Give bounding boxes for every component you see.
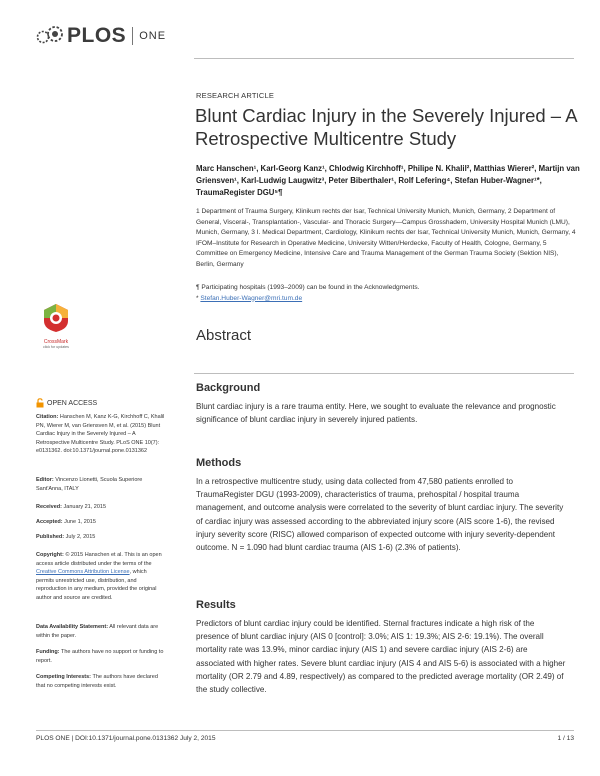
- results-heading: Results: [196, 599, 236, 611]
- copyright-text-end: , which permits unrestricted use, distribution, and reproduction in any medium, provided the original author and source are credited.: [36, 569, 157, 601]
- data-availability-label: Data Availability Statement:: [36, 624, 109, 630]
- funding-label: Funding:: [36, 649, 60, 655]
- email-prefix: *: [196, 294, 201, 302]
- data-availability-block: [36, 623, 166, 640]
- received-block: [36, 503, 166, 512]
- funding-block: [36, 648, 166, 665]
- competing-interests-block: [36, 673, 166, 690]
- page-footer: [36, 735, 574, 742]
- received-label: Received:: [36, 504, 62, 510]
- funding-text: The authors have no support or funding to report.: [36, 649, 164, 664]
- email-link[interactable]: Stefan.Huber-Wagner@mri.tum.de: [200, 294, 303, 302]
- open-lock-icon: [36, 398, 44, 408]
- crossmark-icon: [42, 303, 70, 333]
- license-link[interactable]: Creative Commons Attribution License: [36, 569, 130, 576]
- open-access-badge: [36, 398, 97, 408]
- brand-name: PLOS: [67, 24, 127, 47]
- published-block: [36, 533, 166, 542]
- header-rule: [194, 58, 574, 59]
- received-text: January 21, 2015: [63, 504, 107, 510]
- open-access-label: OPEN ACCESS: [47, 399, 98, 407]
- crossmark-label: CrossMark: [43, 339, 69, 345]
- author-notes: [196, 283, 578, 304]
- methods-heading: Methods: [196, 457, 242, 469]
- plos-logo[interactable]: [36, 24, 166, 48]
- competing-interests-text: The authors have declared that no competing interests exist.: [36, 674, 158, 689]
- abstract-rule: [194, 373, 574, 374]
- plos-logo-icon: [36, 25, 64, 47]
- author-list: Marc Hanschen¹, Karl-Georg Kanz¹, Chlodwig Kirchhoff¹, Philipe N. Khalil², Matthias Wierer², Martijn van Griensven¹, Karl-Ludwig Laugwitz³, Peter Biberthaler¹, Rolf Lefering⁴, Stefan Huber-Wagner¹*, TraumaRegister DGU⁵¶: [196, 164, 580, 197]
- published-text: July 2, 2015: [65, 534, 96, 540]
- editor-label: Editor:: [36, 477, 54, 483]
- results-text: Predictors of blunt cardiac injury could be identified. Sternal fractures indicate a high risk of the presence of blunt cardiac injury (AIS 0 [control]: 3.0%; AIS 1: 19.3%; AIS 2-6: 19.1%). The overall mortality rate was 13.9%, minor cardiac injury (AIS 1) and severe cardiac injury (AIS 2-6) are associated with higher rates. Severe blunt cardiac injury (AIS 4 and AIS 5-6) is associated with a higher mortality (OR 2.79 and 4.89, respectively) as compared to the predicted average mortality (OR 2.49) of the study collective.: [196, 619, 566, 695]
- participating-note: ¶ Participating hospitals (1993–2009) can be found in the Acknowledgments.: [196, 284, 420, 291]
- brand-divider: [132, 27, 133, 45]
- citation-label: Citation:: [36, 414, 59, 420]
- accepted-text: June 1, 2015: [64, 519, 96, 525]
- journal-name: ONE: [139, 30, 167, 42]
- copyright-text: © 2015 Hanschen et al. This is an open access article distributed under the terms of the: [36, 552, 162, 567]
- section-label: RESEARCH ARTICLE: [196, 91, 275, 100]
- editor-block: [36, 476, 166, 493]
- article-title: Blunt Cardiac Injury in the Severely Injured – A Retrospective Multicentre Study: [195, 105, 577, 149]
- accepted-block: [36, 518, 166, 527]
- crossmark-badge[interactable]: [36, 303, 76, 349]
- accepted-label: Accepted:: [36, 519, 63, 525]
- data-availability-text: All relevant data are within the paper.: [36, 624, 159, 639]
- methods-text: In a retrospective multicentre study, using data collected from 47,580 patients enrolled to TraumaRegister DGU (1993-2009), characteristics of trauma, prehospital / hospital trauma management, and outcome analysis were correlated to the severity of blunt cardiac injury. The severity of cardiac injury was assessed according to the abbreviated injury score (AIS score 1-6), the revised injury severity score (RISC) allowed comparison of expected outcome with injury severity-dependent outcome. N = 1.090 had blunt cardiac trauma (AIS 1-6) (2.3% of patients).: [196, 477, 564, 553]
- abstract-heading: Abstract: [196, 327, 252, 344]
- crossmark-sub: click for updates: [43, 345, 69, 349]
- background-text: Blunt cardiac injury is a rare trauma entity. Here, we sought to evaluate the relevance and prognostic significance of blunt cardiac injury in severely injured patients.: [196, 402, 556, 425]
- footer-rule: [36, 730, 574, 731]
- competing-interests-label: Competing Interests:: [36, 674, 92, 680]
- page-number: 1 / 13: [557, 735, 574, 742]
- published-label: Published:: [36, 534, 65, 540]
- copyright-block: [36, 551, 166, 603]
- affiliations: 1 Department of Trauma Surgery, Klinikum rechts der Isar, Technical University Munich, Munich, Germany, 2 Department of General, Visceral-, Transplantation-, Vascular- and Thoracic Surgery—Campus Grosshadern, University Hospital Munich (LMU), Munich, Germany, 3 I. Medical Department, Cardiology, Klinikum rechts der Isar, Technical University Munich, Munich, Germany, 4 IFOM–Institute for Research in Operative Medicine, University Witten/Herdecke, Faculty of Health, Cologne, Germany, 5 Committee on Emergency Medicine, Intensive Care and Trauma Management of the German Trauma Society (Sektion NIS), Berlin, Germany: [196, 208, 576, 268]
- background-heading: Background: [196, 382, 261, 394]
- citation-block: [36, 413, 166, 456]
- email-line: [196, 294, 578, 305]
- citation-text: Hanschen M, Kanz K-G, Kirchhoff C, Khalil PN, Wierer M, van Griensven M, et al. (2015) Blunt Cardiac Injury in the Severely Injured – A Retrospective Multicentre Study. PLoS ONE 10(7): e0131362. doi:10.1371/journal.pone.0131362: [36, 414, 165, 455]
- editor-text: Vincenzo Lionetti, Scuola Superiore Sant'Anna, ITALY: [36, 477, 143, 492]
- footer-citation: PLOS ONE | DOI:10.1371/journal.pone.0131362 July 2, 2015: [36, 735, 216, 742]
- copyright-label: Copyright:: [36, 552, 64, 558]
